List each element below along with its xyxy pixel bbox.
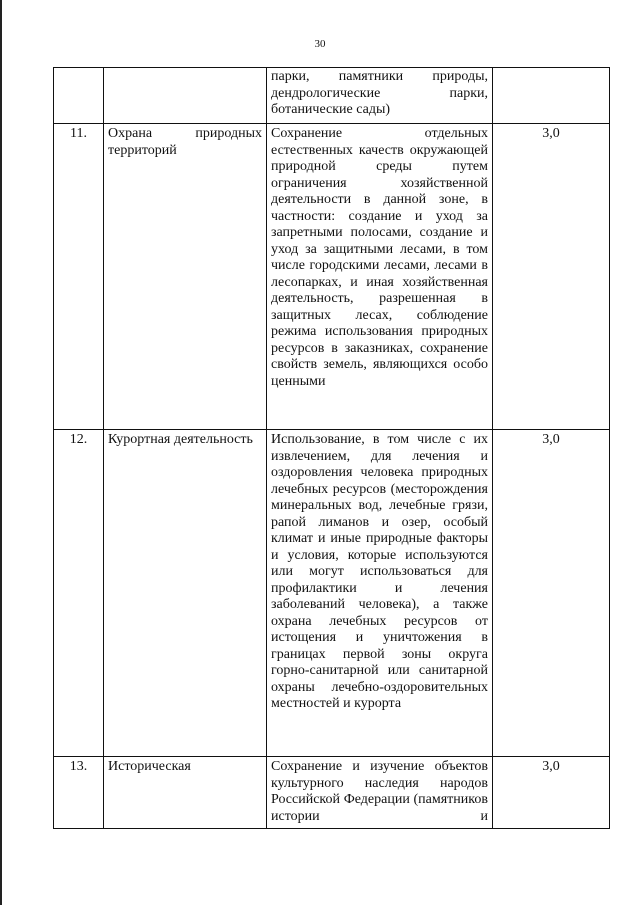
- row-value: [493, 68, 610, 124]
- row-description: парки, памятники природы, дендрологические парки, ботанические сады): [267, 68, 493, 124]
- row-description: Использование, в том числе с их извлечением, для лечения и оздоровления человека природных лечебных ресурсов (месторождения минеральных вод, лечебные грязи, рапой лиманов и озер, особый климат и иные природные факторы и условия, которые используются или могут использоваться для профилактики и лечения заболеваний человека), а также охрана лечебных ресурсов от истощения и уничтожения в границах первой зоны округа горно-санитарной или санитарной охраны лечебно-оздоровительных местностей и курорта: [267, 430, 493, 757]
- row-value: 3,0: [493, 757, 610, 829]
- row-description: Сохранение и изучение объектов культурного наследия народов Российской Федерации (памятников истории и: [267, 757, 493, 829]
- row-description: Сохранение отдельных естественных качеств окружающей природной среды путем ограничения хозяйственной деятельности в данной зоне, в частности: создание и уход за запретными полосами, создание и уход за защитными лесами, в том числе городскими лесами, лесами в лесопарках, и иная хозяйственная деятельность, разрешенная в защитных лесах, соблюдение режима использования природных ресурсов в заказниках, сохранение свойств земель, являющихся особо ценными: [267, 124, 493, 430]
- row-number: 13.: [54, 757, 104, 829]
- row-name: Курортная деятельность: [104, 430, 267, 757]
- row-number: 11.: [54, 124, 104, 430]
- row-value: 3,0: [493, 430, 610, 757]
- table-row: [54, 124, 610, 430]
- row-name: Охрана природных территорий: [104, 124, 267, 430]
- land-use-table: [53, 67, 610, 829]
- row-value: 3,0: [493, 124, 610, 430]
- table-row: [54, 430, 610, 757]
- row-number: [54, 68, 104, 124]
- scan-edge: [0, 0, 2, 905]
- row-number: 12.: [54, 430, 104, 757]
- table-row: [54, 757, 610, 829]
- table-row: [54, 68, 610, 124]
- row-name: [104, 68, 267, 124]
- page-number: 30: [314, 38, 326, 50]
- row-name: Историческая: [104, 757, 267, 829]
